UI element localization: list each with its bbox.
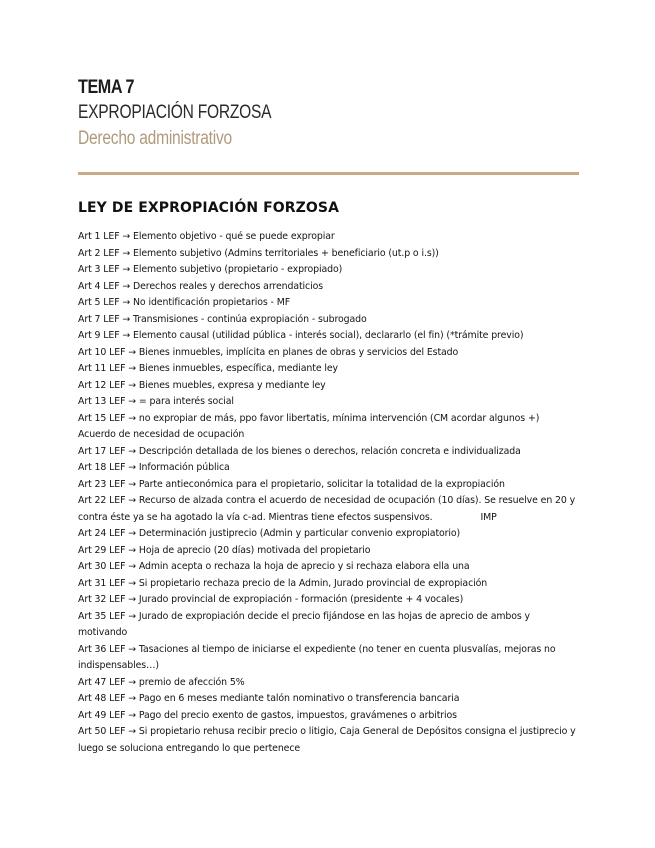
article-line: Acuerdo de necesidad de ocupación bbox=[78, 429, 245, 440]
imp-note: IMP bbox=[480, 511, 497, 523]
article-line: Art 2 LEF → Elemento subjetivo (Admins territoriales + beneficiario (ut.p o i.s)) bbox=[78, 247, 439, 259]
article-line: Art 47 LEF → premio de afección 5% bbox=[78, 676, 245, 688]
article-line: Art 5 LEF → No identificación propietarios - MF bbox=[78, 297, 291, 308]
article-line: Art 32 LEF → Jurado provincial de expropiación - formación (presidente + 4 vocales) bbox=[78, 594, 464, 605]
article-line-with-note bbox=[78, 493, 576, 526]
article-line: Art 13 LEF → = para interés social bbox=[78, 396, 234, 407]
article-line: Art 18 LEF → Información pública bbox=[78, 462, 230, 473]
article-line: Art 23 LEF → Parte antieconómica para el propietario, solicitar la totalidad de la expropiación bbox=[78, 478, 505, 490]
article-line: Art 3 LEF → Elemento subjetivo (propietario - expropiado) bbox=[78, 264, 343, 275]
article-list bbox=[78, 229, 576, 757]
article-line: Art 31 LEF → Si propietario rechaza precio de la Admin, Jurado provincial de expropiación bbox=[78, 577, 488, 589]
header-divider bbox=[78, 172, 579, 175]
article-line: Art 9 LEF → Elemento causal (utilidad pública - interés social), declararlo (el fin) (*trámite previo) bbox=[78, 330, 524, 341]
article-line: Art 35 LEF → Jurado de expropiación decide el precio fijándose en las hojas de aprecio de ambos y motivando bbox=[78, 610, 531, 638]
article-line: Art 15 LEF → no expropiar de más, ppo favor libertatis, mínima intervención (CM acordar algunos +) bbox=[78, 412, 540, 424]
section-heading: LEY DE EXPROPIACIÓN FORZOSA bbox=[78, 200, 340, 216]
article-line: Art 48 LEF → Pago en 6 meses mediante talón nominativo o transferencia bancaria bbox=[78, 693, 460, 704]
topic-title: EXPROPIACIÓN FORZOSA bbox=[78, 102, 272, 123]
article-line: Art 10 LEF → Bienes inmuebles, implícita en planes de obras y servicios del Estado bbox=[78, 346, 459, 358]
article-line: Art 49 LEF → Pago del precio exento de gastos, impuestos, gravámenes o arbitrios bbox=[78, 709, 457, 721]
topic-number: TEMA 7 bbox=[78, 77, 135, 98]
article-line: Art 4 LEF → Derechos reales y derechos arrendaticios bbox=[78, 280, 324, 292]
document-header bbox=[78, 76, 578, 152]
article-line: Art 29 LEF → Hoja de aprecio (20 días) motivada del propietario bbox=[78, 544, 371, 556]
subject-name: Derecho administrativo bbox=[78, 128, 232, 149]
article-line: Art 24 LEF → Determinación justiprecio (Admin y particular convenio expropiatorio) bbox=[78, 528, 461, 539]
article-line: Art 7 LEF → Transmisiones - continúa expropiación - subrogado bbox=[78, 313, 367, 325]
article-line: Art 50 LEF → Si propietario rehusa recibir precio o litigio, Caja General de Depósitos consigna el justiprecio y luego se soluciona entregando lo que pertenece bbox=[78, 726, 576, 754]
article-line: Art 12 LEF → Bienes muebles, expresa y mediante ley bbox=[78, 379, 326, 391]
article-line: Art 36 LEF → Tasaciones al tiempo de iniciarse el expediente (no tener en cuenta plusvalías, mejoras no indispensables…) bbox=[78, 643, 556, 671]
article-line: Art 30 LEF → Admin acepta o rechaza la hoja de aprecio y si rechaza elabora ella una bbox=[78, 561, 470, 572]
article-line: Art 1 LEF → Elemento objetivo - qué se puede expropiar bbox=[78, 231, 335, 242]
article-line: Art 17 LEF → Descripción detallada de los bienes o derechos, relación concreta e individualizada bbox=[78, 445, 521, 457]
article-line: Art 11 LEF → Bienes inmuebles, específica, mediante ley bbox=[78, 363, 339, 374]
article-text: Art 22 LEF → Recurso de alzada contra el acuerdo de necesidad de ocupación (10 días). Se resuelve en 20 y contra éste ya se ha agotado la vía c-ad. Mientras tiene efectos suspensivos. bbox=[78, 495, 576, 523]
